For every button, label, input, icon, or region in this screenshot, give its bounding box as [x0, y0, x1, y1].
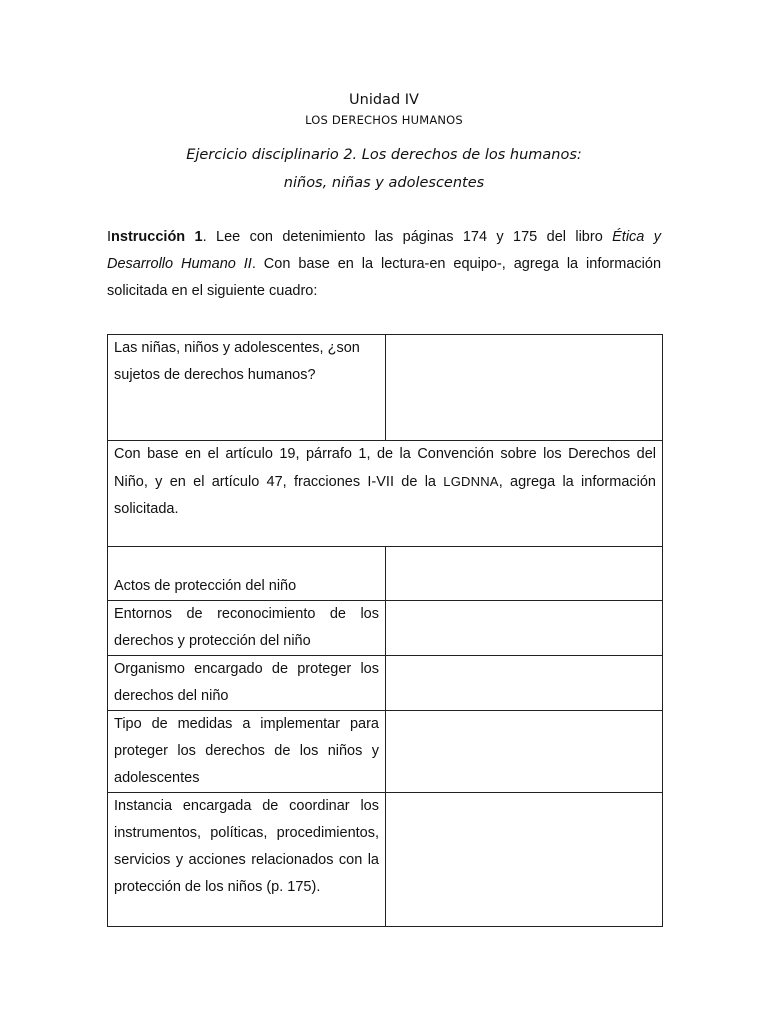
table-row — [108, 335, 663, 441]
instruction-text-2: . Con base en la lectura-en equipo-, agrega la información solicitada en el siguiente cuadro: — [107, 256, 662, 299]
answer-cell-question[interactable] — [386, 335, 663, 441]
table-row — [108, 547, 663, 601]
row-label: Tipo de medidas a implementar para proteger los derechos de los niños y adolescentes — [108, 711, 386, 793]
worksheet-table — [107, 334, 663, 927]
table-row — [108, 711, 663, 793]
context-cell — [108, 441, 663, 547]
context-acronym: LGDNNA — [443, 474, 499, 489]
row-label: Organismo encargado de proteger los derechos del niño — [108, 656, 386, 711]
book-title: Ética y Desarrollo Humano II — [107, 229, 662, 272]
answer-cell-2[interactable] — [386, 601, 663, 656]
instruction-label: nstrucción 1 — [111, 229, 203, 245]
answer-cell-1[interactable] — [386, 547, 663, 601]
context-text-2: , agrega la información solicitada. — [114, 474, 656, 517]
exercise-title-line-2: niños, niñas y adolescentes — [283, 175, 485, 191]
answer-cell-3[interactable] — [386, 656, 663, 711]
table-row — [108, 601, 663, 656]
row-label: Instancia encargada de coordinar los instrumentos, políticas, procedimientos, servicios y acciones relacionados con la protección de los niños (p. 175). — [108, 793, 386, 927]
table-row — [108, 441, 663, 547]
question-line-1: Las niñas, niños y adolescentes, ¿son — [114, 340, 360, 356]
row-label: Entornos de reconocimiento de los derechos y protección del niño — [108, 601, 386, 656]
answer-cell-4[interactable] — [386, 711, 663, 793]
question-cell — [108, 335, 386, 441]
exercise-title-line-1: Ejercicio disciplinario 2. Los derechos de los humanos: — [186, 147, 582, 163]
instruction-text-1: . Lee con detenimiento las páginas 174 y 175 del libro — [202, 229, 613, 245]
instruction-paragraph — [107, 224, 661, 305]
table-row — [108, 793, 663, 927]
instruction-lead-letter: I — [107, 229, 112, 245]
answer-cell-5[interactable] — [386, 793, 663, 927]
table-row — [108, 656, 663, 711]
unit-subtitle: LOS DERECHOS HUMANOS — [305, 113, 463, 127]
question-line-2: sujetos de derechos humanos? — [114, 367, 316, 383]
unit-title: Unidad IV — [349, 92, 419, 108]
row-label: Actos de protección del niño — [108, 547, 386, 601]
context-text-1: Con base en el artículo 19, párrafo 1, de la Convención sobre los Derechos del Niño, y en el artículo 47, fracciones I-VII de la — [114, 446, 656, 490]
